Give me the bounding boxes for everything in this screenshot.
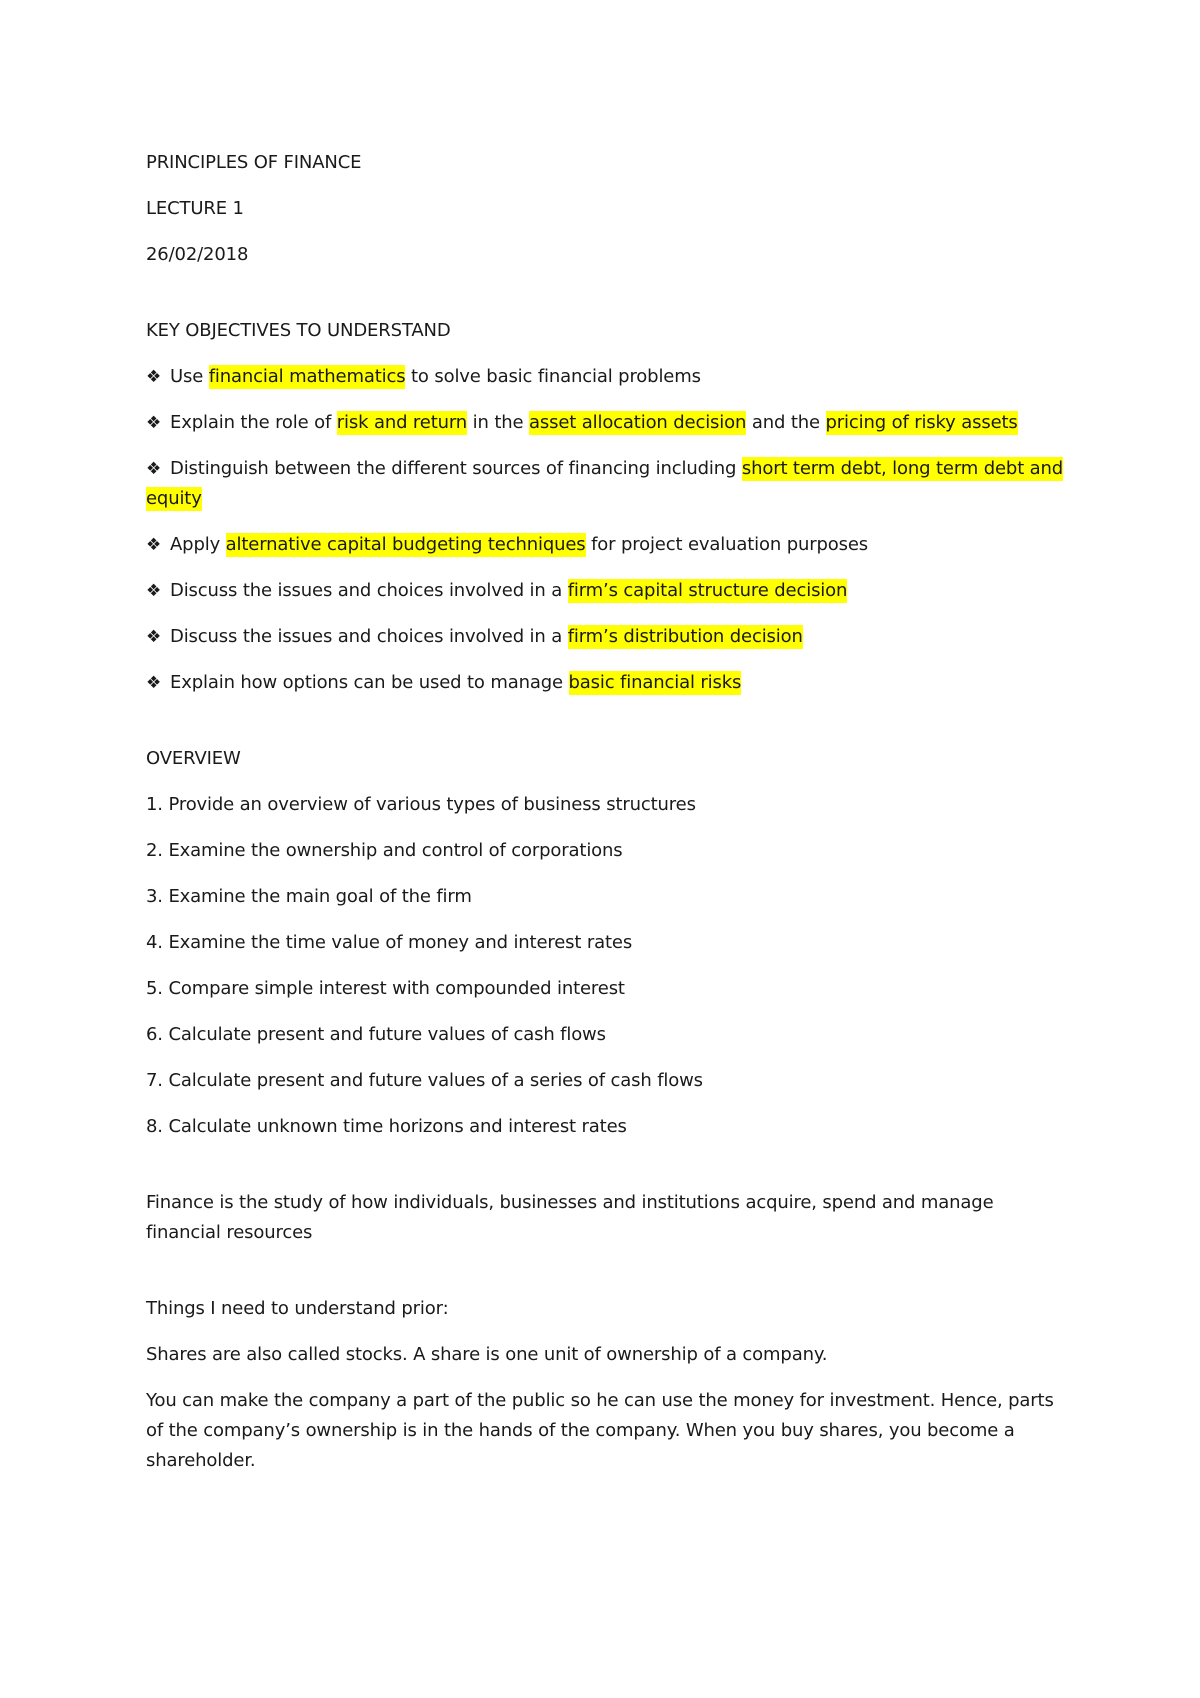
objective-text: Apply — [170, 534, 226, 555]
objective-text: Discuss the issues and choices involved in a — [170, 626, 568, 647]
overview-item-number: 3. — [146, 886, 163, 907]
overview-item-text: Examine the ownership and control of corporations — [162, 840, 623, 861]
highlighted-text: basic financial risks — [568, 672, 742, 693]
overview-item-number: 5. — [146, 978, 163, 999]
overview-item-text: Examine the main goal of the firm — [162, 886, 472, 907]
objective-item — [146, 362, 1066, 392]
overview-item-text: Examine the time value of money and interest rates — [162, 932, 633, 953]
finance-definition: Finance is the study of how individuals, businesses and institutions acquire, spend and manage financial resources — [146, 1192, 994, 1243]
overview-item-number: 6. — [146, 1024, 163, 1045]
overview-item-text: Calculate present and future values of cash flows — [162, 1024, 606, 1045]
diamond-bullet-icon: ❖ — [146, 413, 162, 433]
highlighted-text: risk and return — [336, 412, 468, 433]
objective-text: Use — [170, 366, 209, 387]
overview-item — [146, 974, 1066, 1004]
overview-item — [146, 790, 1066, 820]
spacer — [146, 1264, 1066, 1294]
objective-item — [146, 668, 1066, 698]
diamond-bullet-icon: ❖ — [146, 673, 162, 693]
document-body — [146, 148, 1066, 1492]
diamond-bullet-icon: ❖ — [146, 627, 162, 647]
spacer — [146, 714, 1066, 744]
overview-item-number: 1. — [146, 794, 163, 815]
objective-item — [146, 576, 1066, 606]
prior-heading: Things I need to understand prior: — [146, 1298, 449, 1319]
objective-text: in the — [467, 412, 529, 433]
objective-item — [146, 622, 1066, 652]
overview-item — [146, 1066, 1066, 1096]
highlighted-text: firm’s capital structure decision — [567, 580, 848, 601]
document-title: PRINCIPLES OF FINANCE — [146, 152, 362, 173]
diamond-bullet-icon: ❖ — [146, 581, 162, 601]
objective-text: Explain the role of — [170, 412, 337, 433]
objective-text: Discuss the issues and choices involved in a — [170, 580, 568, 601]
overview-item — [146, 1112, 1066, 1142]
objective-item — [146, 530, 1066, 560]
overview-item-text: Calculate present and future values of a series of cash flows — [162, 1070, 703, 1091]
prior-paragraph: You can make the company a part of the public so he can use the money for investment. Hence, parts of the company’s ownership is in the hands of the company. When you buy shares, you become a shareholder. — [146, 1390, 1054, 1471]
highlighted-text: firm’s distribution decision — [567, 626, 803, 647]
diamond-bullet-icon: ❖ — [146, 367, 162, 387]
lecture-number: LECTURE 1 — [146, 198, 244, 219]
overview-item — [146, 882, 1066, 912]
highlighted-text: short term debt, long term debt and equity — [146, 458, 1064, 509]
objective-item — [146, 408, 1066, 438]
overview-item-number: 2. — [146, 840, 163, 861]
objective-text: Distinguish between the different sources of financing including — [170, 458, 742, 479]
objective-text: to solve basic financial problems — [405, 366, 701, 387]
objective-text: and the — [746, 412, 826, 433]
highlighted-text: pricing of risky assets — [825, 412, 1018, 433]
objectives-heading: KEY OBJECTIVES TO UNDERSTAND — [146, 320, 451, 341]
prior-paragraph: Shares are also called stocks. A share is one unit of ownership of a company. — [146, 1344, 828, 1365]
overview-item-text: Compare simple interest with compounded interest — [162, 978, 625, 999]
objectives-list — [146, 362, 1066, 698]
overview-item — [146, 928, 1066, 958]
objective-text: for project evaluation purposes — [585, 534, 869, 555]
objective-item — [146, 454, 1066, 514]
prior-paragraphs — [146, 1340, 1066, 1476]
overview-item-text: Calculate unknown time horizons and interest rates — [162, 1116, 627, 1137]
overview-item — [146, 1020, 1066, 1050]
spacer — [146, 1158, 1066, 1188]
overview-list — [146, 790, 1066, 1142]
spacer — [146, 286, 1066, 316]
highlighted-text: asset allocation decision — [529, 412, 747, 433]
diamond-bullet-icon: ❖ — [146, 535, 162, 555]
highlighted-text: financial mathematics — [208, 366, 406, 387]
lecture-date: 26/02/2018 — [146, 244, 249, 265]
overview-item — [146, 836, 1066, 866]
overview-item-number: 8. — [146, 1116, 163, 1137]
overview-item-text: Provide an overview of various types of business structures — [162, 794, 696, 815]
overview-item-number: 4. — [146, 932, 163, 953]
objective-text: Explain how options can be used to manage — [170, 672, 569, 693]
highlighted-text: alternative capital budgeting techniques — [225, 534, 586, 555]
overview-heading: OVERVIEW — [146, 748, 241, 769]
overview-item-number: 7. — [146, 1070, 163, 1091]
diamond-bullet-icon: ❖ — [146, 459, 162, 479]
